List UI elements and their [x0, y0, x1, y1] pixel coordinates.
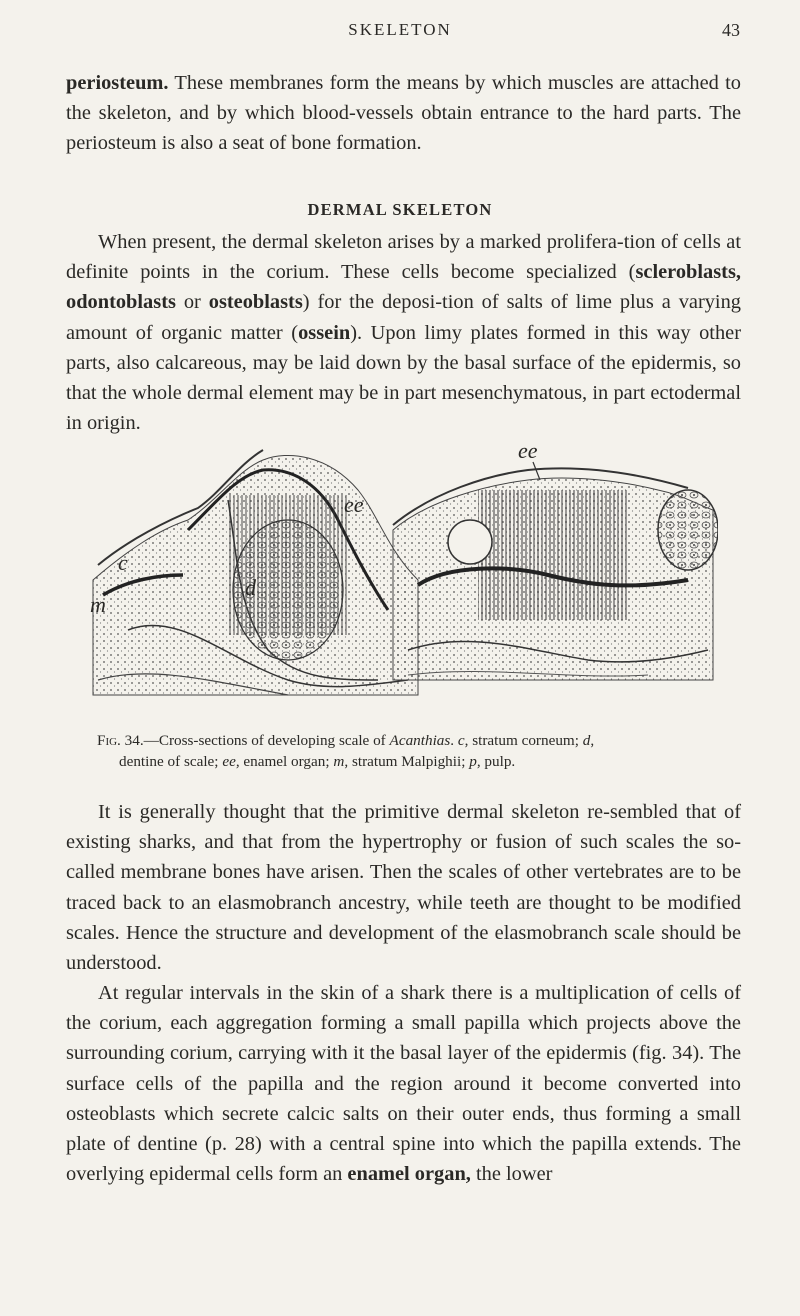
label-ee-right: ee [518, 438, 538, 463]
caption-text: , enamel organ; [235, 753, 334, 770]
bold-term-ossein: ossein [298, 321, 351, 344]
label-d: d [245, 575, 256, 600]
bold-term-periosteum: periosteum. [66, 72, 169, 94]
caption-figure-number: Fig. 34. [97, 732, 144, 749]
page-number: 43 [722, 20, 740, 40]
caption-text: —Cross-sections of developing scale of [143, 732, 390, 749]
bold-term-osteoblasts: osteoblasts [208, 291, 303, 314]
section-heading: DERMAL SKELETON [307, 200, 493, 219]
running-head: SKELETON [348, 20, 452, 39]
right-section [393, 438, 718, 680]
bold-term-scleroblasts: scleroblasts, odontoblasts [66, 261, 741, 314]
bold-term-enamel-organ: enamel organ, [347, 1163, 471, 1186]
figure-scale-cross-sections [88, 380, 718, 710]
caption-line-2 [98, 751, 743, 772]
caption-text: , [590, 732, 595, 749]
caption-text: . [450, 732, 458, 749]
paragraph-shark-scale-development [66, 978, 741, 1189]
caption-key-c: c [457, 732, 465, 749]
caption-key-m: m [333, 753, 345, 770]
text-run: or [175, 291, 209, 314]
paragraph-text: At regular intervals in the skin of a shark there is a multiplication of cells of the corium, each aggregation forming a small papilla which projects above the surrounding corium, carrying with it the basal layer of the epidermis (fig. 34). The surface cells of the papilla and the region around it become converted into osteoblasts which secrete calcic salts on their outer ends, thus forming a small plate of dentine (p. 28) with a central spine into which the papilla extends. The overlying epidermal cells form an [66, 982, 741, 1186]
left-section [90, 450, 418, 695]
caption-text: dentine of scale; [119, 753, 223, 770]
caption-text: , pulp. [476, 753, 516, 770]
text-run: When present, the dermal skeleton arises by a marked prolifera-tion of cells at definite points in the corium. These cells become specialized ( [66, 231, 741, 284]
label-m: m [90, 592, 106, 617]
caption-genus: Acanthias [389, 732, 451, 749]
paragraph-text: It is generally thought that the primitive dermal skeleton re-sembled that of existing sharks, and that from the hypertrophy or fusion of such scales the so-called membrane bones have arisen. Then the scales of other vertebrates are to be traced back to an elasmobranch ancestry, while teeth are thought to be modified scales. Hence the structure and development of the elasmobranch scale should be understood. [66, 801, 741, 975]
paragraph-text: the lower [470, 1163, 553, 1186]
text-run: ). Upon limy plates formed in this way other parts, also calcareous, may be laid down by the basal surface of the epidermis, so that the whole dermal element may be in part mesenchymatous, in part ectodermal in origin. [66, 321, 742, 435]
paragraph-primitive-dermal-skeleton [66, 797, 741, 978]
caption-key-d: d [582, 732, 591, 749]
label-c: c [118, 550, 128, 575]
caption-key-p: p [469, 753, 477, 770]
text-run: ) for the deposi-tion of salts of lime plus a varying amount of organic matter ( [66, 291, 741, 344]
figure-caption [98, 730, 743, 772]
page-header [0, 20, 800, 50]
label-ee-left: ee [344, 492, 364, 517]
caption-text: , stratum corneum; [464, 732, 583, 749]
caption-key-ee: ee [222, 753, 236, 770]
paragraph-text: These membranes form the means by which muscles are attached to the skeleton, and by which blood-vessels obtain entrance to the hard parts. The periosteum is also a seat of bone formation. [66, 72, 741, 155]
scale-illustration [88, 380, 718, 710]
caption-text: , stratum Malpighii; [344, 753, 470, 770]
paragraph-periosteum [66, 68, 741, 159]
